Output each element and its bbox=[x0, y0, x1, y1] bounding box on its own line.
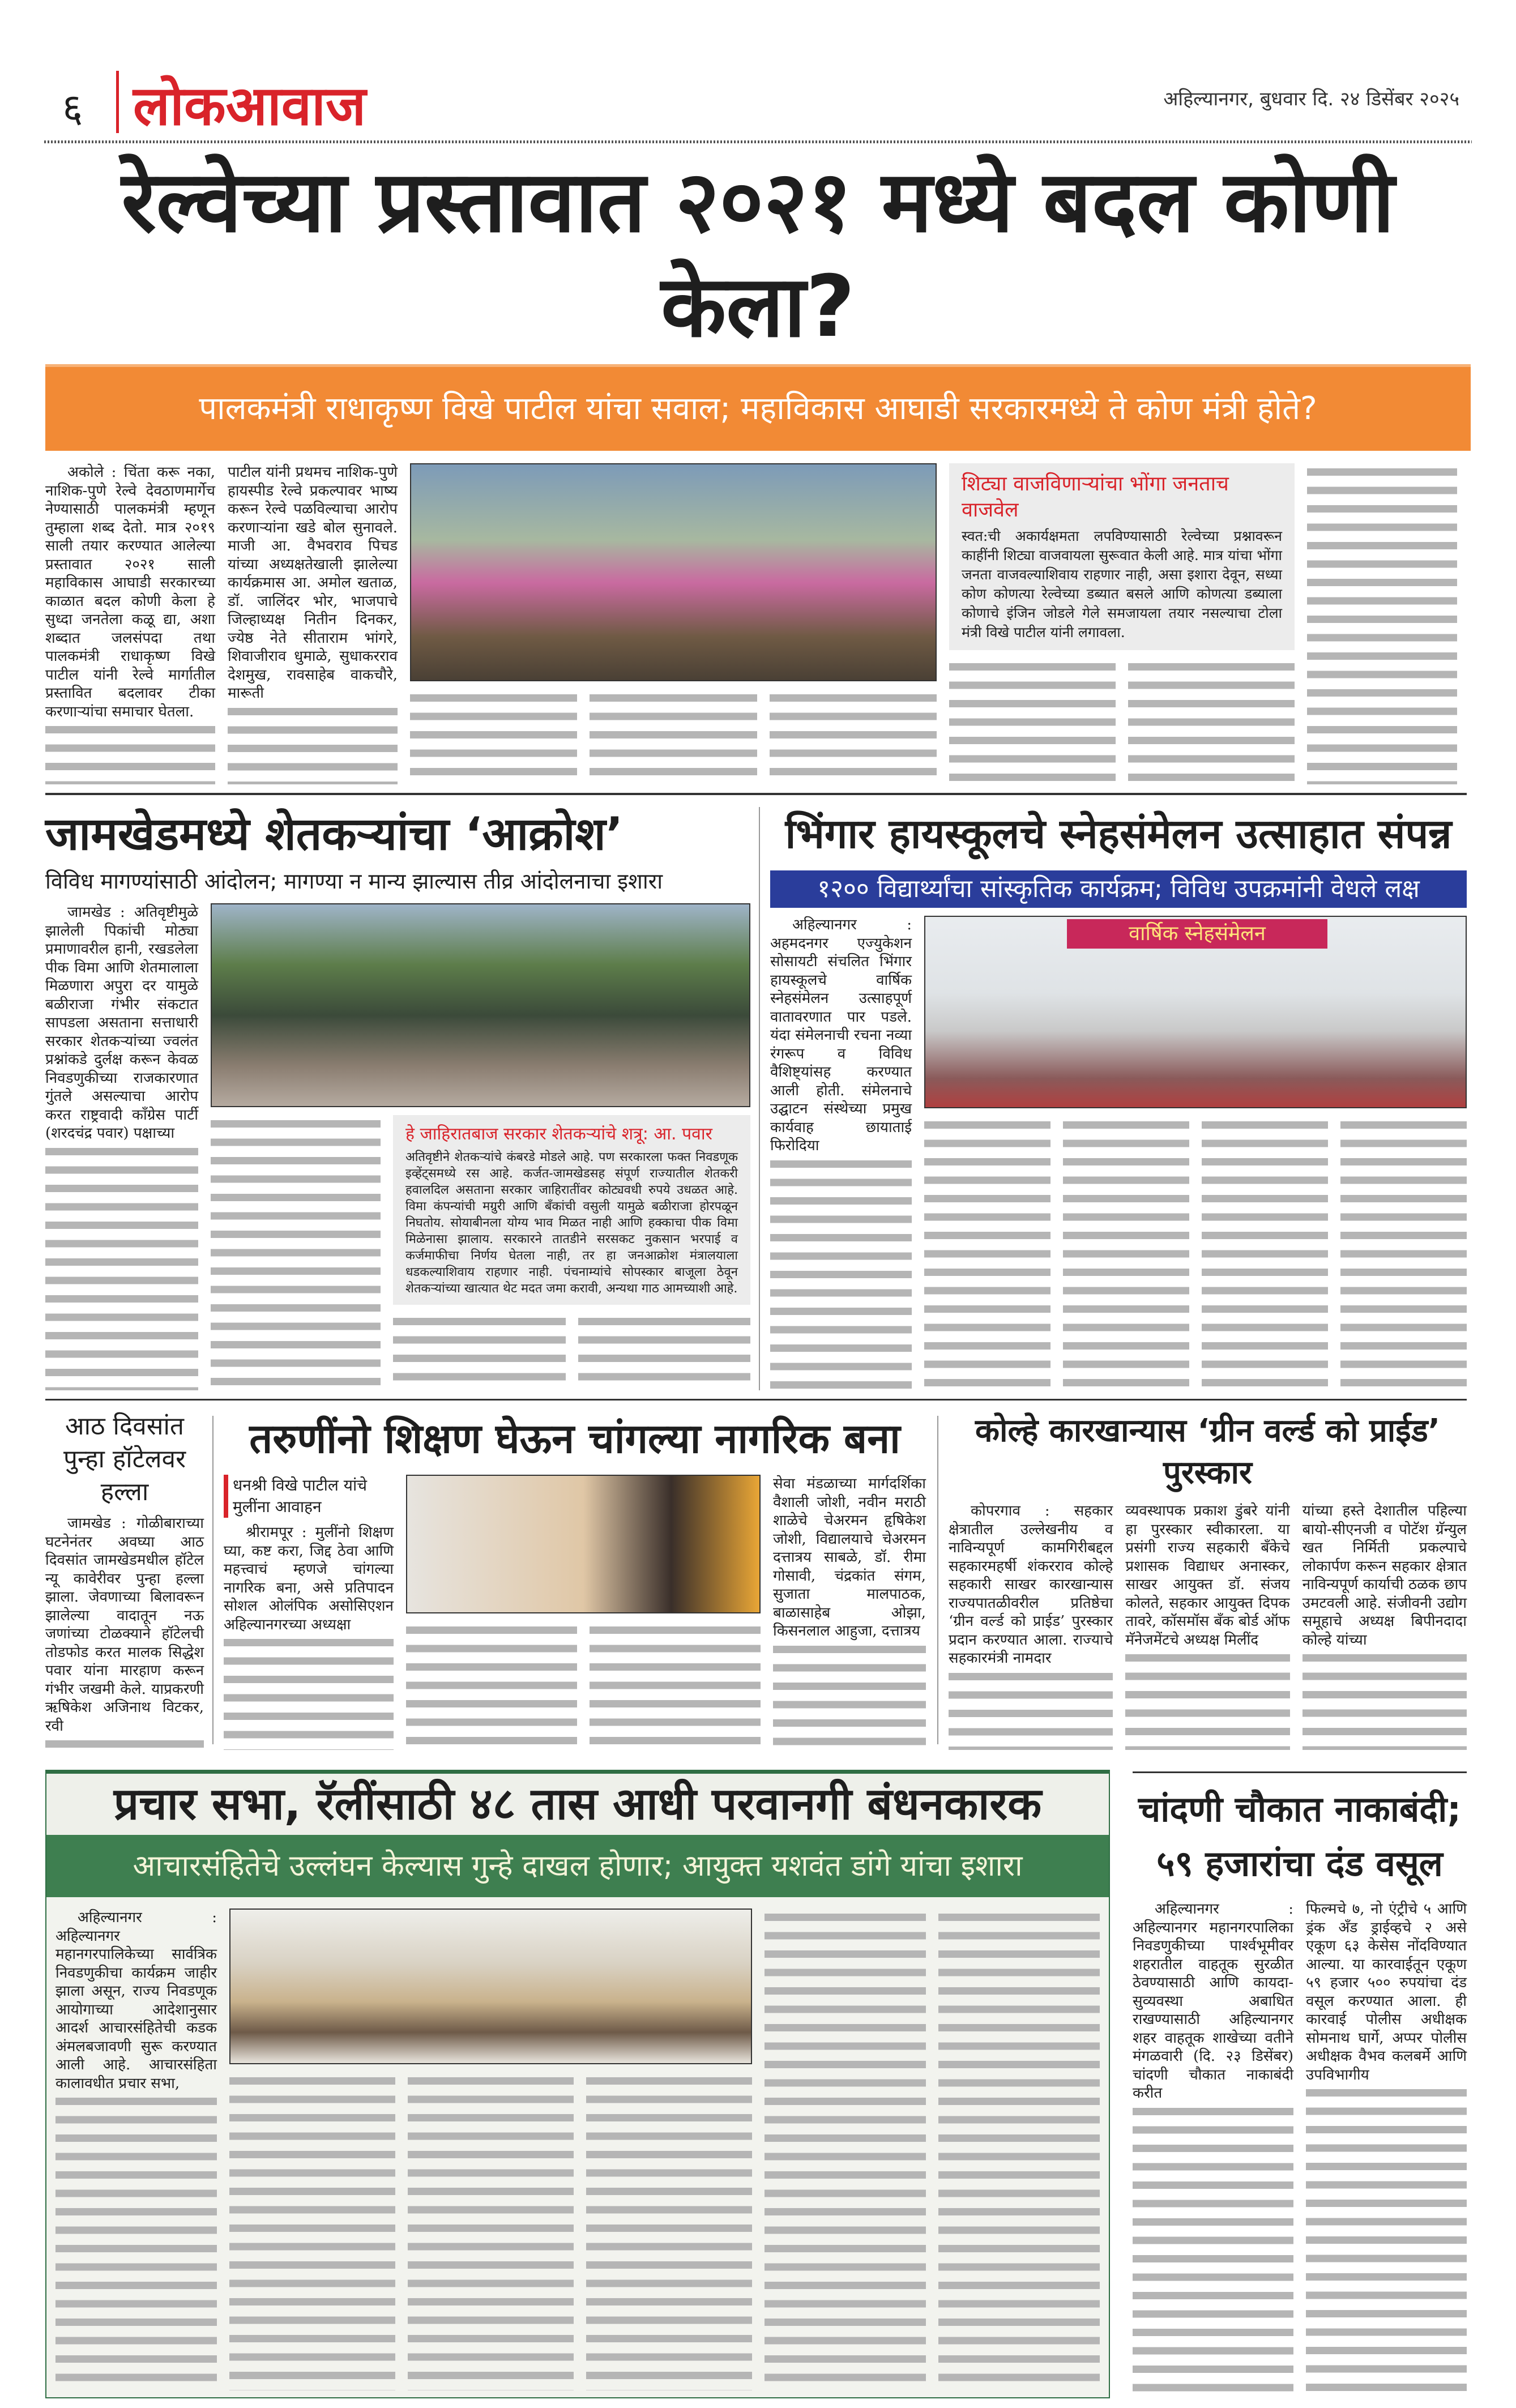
body-text-lines bbox=[1125, 1649, 1289, 1750]
election-body bbox=[55, 1909, 217, 2390]
bhingar-subheadline: १२०० विद्यार्थ्यांचा सांस्कृतिक कार्यक्रम; विविध उपक्रमांनी वेधले लक्ष bbox=[770, 870, 1467, 908]
kolhe-body-col1 bbox=[949, 1502, 1113, 1750]
chandni-headline-line1: चांदणी चौकात नाकाबंदी; bbox=[1138, 1788, 1462, 1830]
lead-body-right-col bbox=[1128, 658, 1295, 784]
body-text-lines bbox=[410, 689, 577, 784]
hotel-body bbox=[45, 1514, 204, 1750]
chandni-body-col1 bbox=[1133, 1900, 1293, 2397]
bhingar-body bbox=[770, 916, 912, 1390]
kolhe-headline: कोल्हे कारखान्यास ‘ग्रीन वर्ल्ड को प्राईड’ पुरस्कार bbox=[975, 1412, 1441, 1491]
election-body-right bbox=[938, 1909, 1100, 2390]
election-body-text: अहिल्यानगर : अहिल्यानगर महानगरपालिकेच्या सार्वत्रिक निवडणुकीचा कार्यक्रम जाहीर झाला असून, राज्य निवडणूक आयोगाच्या आदेशानुसार आदर्श आचारसंहितेची कडक अंमलबजावणी सुरू करण्यात आली आहे. आचारसंहिता कालावधीत प्रचार सभा, bbox=[55, 1909, 217, 2092]
kolhe-body-text-2: व्यवस्थापक प्रकाश डुंबरे यांनी हा पुरस्कार स्वीकारला. या प्रसंगी राज्य सहकारी बँकेचे प्रशासक विद्याधर अनास्कर, साखर आयुक्त डॉ. संजय कोलते, सहकार आयुक्त दिपक तावरे, कॉसमॉस बँक बोर्ड ऑफ मॅनेजमेंटचे अध्यक्ष मिलींद bbox=[1125, 1502, 1290, 1649]
girls-body-lower bbox=[590, 1621, 761, 1750]
lead-body-col2 bbox=[228, 463, 398, 784]
lead-subheadline: पालकमंत्री राधाकृष्ण विखे पाटील यांचा सवाल; महाविकास आघाडी सरकारमध्ये ते कोण मंत्री होते? bbox=[45, 364, 1471, 451]
body-text-lines bbox=[224, 1634, 394, 1750]
bhingar-story bbox=[770, 804, 1467, 1390]
body-text-lines bbox=[1307, 463, 1457, 784]
lead-body-right-col bbox=[949, 658, 1116, 784]
election-body-lower bbox=[586, 2072, 752, 2390]
election-subheadline: आचारसंहितेचे उल्लंघन केल्यास गुन्हे दाखल होणार; आयुक्त यशवंत डांगे यांचा इशारा bbox=[46, 1835, 1109, 1897]
kolhe-body-text: कोपरगाव : सहकार क्षेत्रातील उल्लेखनीय व नाविन्यपूर्ण कामगिरीबद्दल सहकारमहर्षी शंकरराव कोल्हे सहकारी साखर कारखान्यास राज्यपातळीवरील प्रतिष्ठेचा ‘ग्रीन वर्ल्ड को प्राईड’ पुरस्कार प्रदान करण्यात आला. राज्याचे सहकारमंत्री नामदार bbox=[949, 1502, 1113, 1667]
chandni-body-text-2: फिल्मचे ७, नो एंट्रीचे ५ आणि ड्रंक अँड ड्राईव्हचे २ असे एकूण ६३ केसेस नोंदविण्यात आल्या. या कारवाईतून एकूण ५९ हजार ५०० रुपयांचा दंड वसूल करण्यात आला. ही कारवाई पोलीस अधीक्षक सोमनाथ घार्गे, अप्पर पोलीस अधीक्षक वैभव कलबर्मे आणि उपविभागीय bbox=[1306, 1901, 1467, 2083]
hotel-story bbox=[45, 1410, 204, 1750]
jamkhed-headline: जामखेडमध्ये शेतकऱ्यांचा ‘आक्रोश’ bbox=[45, 808, 624, 860]
chandni-story bbox=[1133, 1771, 1467, 2397]
kolhe-body-col2 bbox=[1125, 1502, 1289, 1750]
jamkhed-body-lower bbox=[393, 1313, 566, 1390]
body-text-lines bbox=[45, 1143, 198, 1391]
lead-body-lower-col bbox=[770, 689, 937, 784]
jamkhed-subheadline: विविध मागण्यांसाठी आंदोलन; मागण्या न मान्य झाल्यास तीव्र आंदोलनाचा इशारा bbox=[45, 869, 663, 894]
election-meeting-photo bbox=[229, 1909, 752, 2064]
girls-kicker: धनश्री विखे पाटील यांचे मुलींना आवाहन bbox=[224, 1475, 394, 1518]
jamkhed-body-lower bbox=[578, 1313, 751, 1390]
body-text-lines bbox=[45, 1735, 204, 1750]
girls-body bbox=[224, 1475, 394, 1750]
girls-headline: तरुणींनो शिक्षण घेऊन चांगल्या नागरिक बना bbox=[249, 1415, 900, 1462]
election-body-lower bbox=[229, 2072, 395, 2390]
body-text-lines bbox=[770, 1155, 912, 1391]
bhingar-body-lower bbox=[924, 1116, 1050, 1390]
masthead-rule bbox=[44, 140, 1472, 143]
body-text-lines bbox=[949, 1668, 1113, 1751]
jamkhed-body-col2 bbox=[211, 1115, 381, 1390]
kolhe-story bbox=[949, 1410, 1467, 1750]
section-rule bbox=[45, 793, 1467, 795]
body-text-lines bbox=[1202, 1116, 1328, 1390]
pawar-inset-box bbox=[393, 1115, 750, 1305]
jamkhed-story bbox=[45, 804, 750, 1390]
column-divider bbox=[937, 1416, 938, 1744]
page-number: ६ bbox=[62, 85, 83, 131]
lead-photo bbox=[410, 463, 937, 681]
body-text-lines bbox=[938, 1909, 1100, 2390]
body-text-lines bbox=[393, 1313, 566, 1390]
column-divider bbox=[212, 1416, 213, 1744]
lead-body-far-right bbox=[1307, 463, 1457, 784]
lead-sidebar-box bbox=[949, 463, 1295, 650]
sidebar-title: शिट्या वाजविणाऱ्यांचा भोंगा जनताच वाजवेल bbox=[962, 472, 1229, 522]
body-text-lines bbox=[1133, 2103, 1293, 2398]
body-text-lines bbox=[406, 1621, 577, 1750]
body-text-lines bbox=[229, 2072, 395, 2390]
body-text-lines bbox=[1063, 1116, 1189, 1390]
bhingar-body-lower bbox=[1202, 1116, 1328, 1390]
girls-event-photo bbox=[406, 1475, 761, 1613]
chandni-body-text: अहिल्यानगर : अहिल्यानगर महानगरपालिका निवडणुकीच्या पार्श्वभूमीवर शहरातील वाहतूक सुरळीत ठेवण्यासाठी आणि कायदा-सुव्यवस्था अबाधित राखण्यासाठी अहिल्यानगर शहर वाहतूक शाखेच्या वतीने मंगळवारी (दि. २३ डिसेंबर) चांदणी चौकात नाकाबंदी करीत bbox=[1133, 1901, 1293, 2102]
lead-body-lower-col bbox=[410, 689, 577, 784]
kolhe-body-col3 bbox=[1303, 1502, 1467, 1750]
body-text-lines bbox=[45, 721, 215, 784]
body-text-lines bbox=[949, 658, 1116, 784]
girls-story bbox=[224, 1410, 926, 1750]
lead-body-lower-col bbox=[590, 689, 757, 784]
lead-body-text: अकोले : चिंता करू नका, नाशिक-पुणे रेल्वे देवठाणमार्गेच नेण्यासाठी पालकमंत्री म्हणून तुम्हाला शब्द देतो. मात्र २०१९ साली तयार करण्यात आलेल्या प्रस्तावात २०२१ साली महाविकास आघाडी सरकारच्या काळात बदल कोणी केला हे सुध्दा जनतेला कळू द्या, अशा शब्दात जलसंपदा तथा पालकमंत्री राधाकृष्ण विखे पाटील यांनी रेल्वे मार्गातील प्रस्तावित बदलावर टीका करणाऱ्यांचा समाचार घेतला. bbox=[45, 464, 215, 720]
chandni-body-col2 bbox=[1306, 1900, 1467, 2397]
body-text-lines bbox=[590, 689, 757, 784]
body-text-lines bbox=[765, 1909, 926, 2390]
girls-body-lower bbox=[406, 1621, 577, 1750]
sidebar-text: स्वत:ची अकार्यक्षमता लपविण्यासाठी रेल्वेच्या प्रश्नावरून काहींनी शिट्या वाजवायला सुरूवात केली आहे. मात्र यांचा भोंगा जनता वाजवल्याशिवाय राहणार नाही, असा इशारा देवून, सध्या कोण कोणत्या रेल्वेच्या डब्यात बसले आणि कोणत्या डब्याला कोणाचे इंजिन जोडले गेले समजायला तयार नसल्याचा टोला मंत्री विखे पाटील यांनी लगावला. bbox=[962, 528, 1282, 641]
lead-body-text-continued: पाटील यांनी प्रथमच नाशिक-पुणे हायस्पीड रेल्वे प्रकल्पावर भाष्य करून रेल्वे पळविल्याचा आरोप करणाऱ्यांना खडे बोल सुनावले. माजी आ. वैभवराव पिचड यांच्या अध्यक्षतेखाली झालेल्या कार्यक्रमास आ. अमोल खताळ, डॉ. जालिंदर भोर, भाजपाचे जिल्हाध्यक्ष नितीन दिनकर, ज्येष्ठ नेते सीताराम भांगरे, शिवाजीराव धुमाळे, सुधाकरराव देशमुख, रावसाहेब वाकचौरे, मारूती bbox=[228, 464, 398, 702]
section-rule bbox=[1133, 1771, 1467, 1773]
body-text-lines bbox=[578, 1313, 751, 1390]
bhingar-body-lower bbox=[1063, 1116, 1189, 1390]
body-text-lines bbox=[408, 2072, 574, 2390]
chandni-headline-line2: ५९ हजारांचा दंड वसूल bbox=[1156, 1843, 1443, 1884]
kolhe-body-text-3: यांच्या हस्ते देशातील पहिल्या बायो-सीएनजी व पोटॅश ग्रॅन्युल खत निर्मिती प्रकल्पाचे लोकार्पण करून सहकार क्षेत्रात नाविन्यपूर्ण कार्याची ठळक छाप उमटवली आहे. संजीवनी उद्योग समूहाचे अध्यक्ष बिपीनदादा कोल्हे यांच्या bbox=[1302, 1502, 1467, 1649]
lead-headline: रेल्वेच्या प्रस्तावात २०२१ मध्ये बदल कोणी केला? bbox=[121, 153, 1395, 356]
body-text-lines bbox=[586, 2072, 752, 2390]
column-divider bbox=[759, 807, 760, 1390]
body-text-lines bbox=[55, 2093, 217, 2390]
masthead-divider bbox=[116, 71, 119, 133]
inset-title: हे जाहिरातबाज सरकार शेतकऱ्यांचे शत्रू: आ. पवार bbox=[405, 1124, 712, 1144]
newspaper-logo: लोकआवाज bbox=[133, 74, 366, 138]
jamkhed-body-text: जामखेड : अतिवृष्टीमुळे झालेली पिकांची मोठ्या प्रमाणावरील हानी, रखडलेला पीक विमा आणि शेतमालाला मिळणारा अपुरा दर यामुळे बळीराजा गंभीर संकटात सापडला असताना सत्ताधारी सरकार शेतकऱ्यांच्या ज्वलंत प्रश्नांकडे दुर्लक्ष करून केवळ निवडणुकीच्या राजकारणात गुंतले असल्याचा आरोप करत राष्ट्रवादी काँग्रेस पार्टी (शरदचंद्र पवार) पक्षाच्या bbox=[45, 904, 198, 1142]
body-text-lines bbox=[770, 689, 937, 784]
body-text-lines bbox=[1306, 2084, 1467, 2397]
section-rule bbox=[45, 1399, 1467, 1401]
lead-body-col1 bbox=[45, 463, 215, 784]
hotel-headline: आठ दिवसांत पुन्हा हॉटेलवर हल्ला bbox=[63, 1412, 186, 1506]
election-article-box bbox=[45, 1770, 1110, 2398]
election-body-lower bbox=[408, 2072, 574, 2390]
bhingar-body-lower bbox=[1340, 1116, 1467, 1390]
girls-body-right bbox=[773, 1475, 926, 1750]
dateline: अहिल्यानगर, बुधवार दि. २४ डिसेंबर २०२५ bbox=[1163, 88, 1459, 110]
bhingar-body-text: अहिल्यानगर : अहमदनगर एज्युकेशन सोसायटी संचलित भिंगार हायस्कूलचे वार्षिक स्नेहसंमेलन उत्साहपूर्ण वातावरणात पार पडले. यंदा संमेलनाची रचना नव्या रंगरूप व विविध वैशिष्ट्यांसह करण्यात आली होती. संमेलनाचे उद्घाटन संस्थेच्या प्रमुख कार्यवाह छायाताई फिरोदिया bbox=[770, 916, 912, 1154]
photo-stage-banner: वार्षिक स्नेहसंमेलन bbox=[1067, 919, 1327, 949]
jamkhed-protest-photo bbox=[211, 903, 750, 1107]
inset-text: अतिवृष्टीने शेतकऱ्यांचे कंबरडे मोडले आहे. पण सरकारला फक्त निवडणूक इव्हेंट्समध्ये रस आहे. कर्जत-जामखेडसह संपूर्ण राज्यातील शेतकरी हवालदिल असताना सरकार जाहिरातींवर कोट्यवधी रुपये उधळत आहे. विमा कंपन्यांची मग्रुरी आणि बँकांची वसुली यामुळे बळीराजा होरपळून निघतोय. सोयाबीनला योग्य भाव मिळत नाही आणि हक्काचा पीक विमा मिळेनासा झालाय. सरकारने तातडीने सरसकट नुकसान भरपाई व कर्जमाफीचा निर्णय घेतला नाही, तर हा जनआक्रोश मंत्रालयाला धडकल्याशिवाय राहणार नाही. पंचनाम्यांचे सोपस्कार बाजूला ठेवून शेतकऱ्यांच्या खात्यात थेट मदत जमा करावी, अन्यथा गाठ आमच्याशी आहे. bbox=[405, 1150, 738, 1296]
lead-story bbox=[45, 150, 1471, 784]
bhingar-headline: भिंगार हायस्कूलचे स्नेहसंमेलन उत्साहात संपन्न bbox=[785, 810, 1452, 857]
body-text-lines bbox=[773, 1641, 926, 1751]
body-text-lines bbox=[1340, 1116, 1467, 1390]
election-body-right bbox=[765, 1909, 926, 2390]
body-text-lines bbox=[211, 1115, 381, 1390]
body-text-lines bbox=[590, 1621, 761, 1750]
body-text-lines bbox=[924, 1116, 1050, 1390]
girls-body-text-continued: सेवा मंडळाच्या मार्गदर्शिका वैशाली जोशी, नवीन मराठी शाळेचे चेअरमन हृषिकेश जोशी, विद्यालयाचे चेअरमन दत्तात्रय साबळे, डॉ. रीमा गोसावी, चंद्रकांत संगम, सुजाता मालपाठक, बाळासाहेब ओझा, किसनलाल आहुजा, दत्तात्रय bbox=[773, 1475, 926, 1640]
girls-body-text: श्रीरामपूर : मुलींनो शिक्षण घ्या, कष्ट करा, जिद्द ठेवा आणि महत्त्वाचं म्हणजे चांगल्या नागरिक बना, असे प्रतिपादन सोशल ओलंपिक असोसिएशन अहिल्यानगरच्या अध्यक्षा bbox=[224, 1524, 394, 1633]
body-text-lines bbox=[1303, 1649, 1467, 1750]
hotel-body-text: जामखेड : गोळीबाराच्या घटनेनंतर अवघ्या आठ दिवसांत जामखेडमधील हॉटेल न्यू कावेरीवर पुन्हा हल्ला झाला. जेवणाच्या बिलावरून झालेल्या वादातून नऊ जणांच्या टोळक्याने हॉटेलची तोडफोड करत मालक सिद्धेश पवार यांना मारहाण करून गंभीर जखमी केले. याप्रकरणी ऋषिकेश अजिनाथ विटकर, रवी bbox=[45, 1515, 204, 1735]
body-text-lines bbox=[1128, 658, 1295, 784]
bhingar-event-photo bbox=[924, 916, 1467, 1108]
election-headline: प्रचार सभा, रॅलींसाठी ४८ तास आधी परवानगी बंधनकारक bbox=[46, 1774, 1109, 1835]
body-text-lines bbox=[228, 703, 398, 785]
jamkhed-body bbox=[45, 903, 198, 1390]
